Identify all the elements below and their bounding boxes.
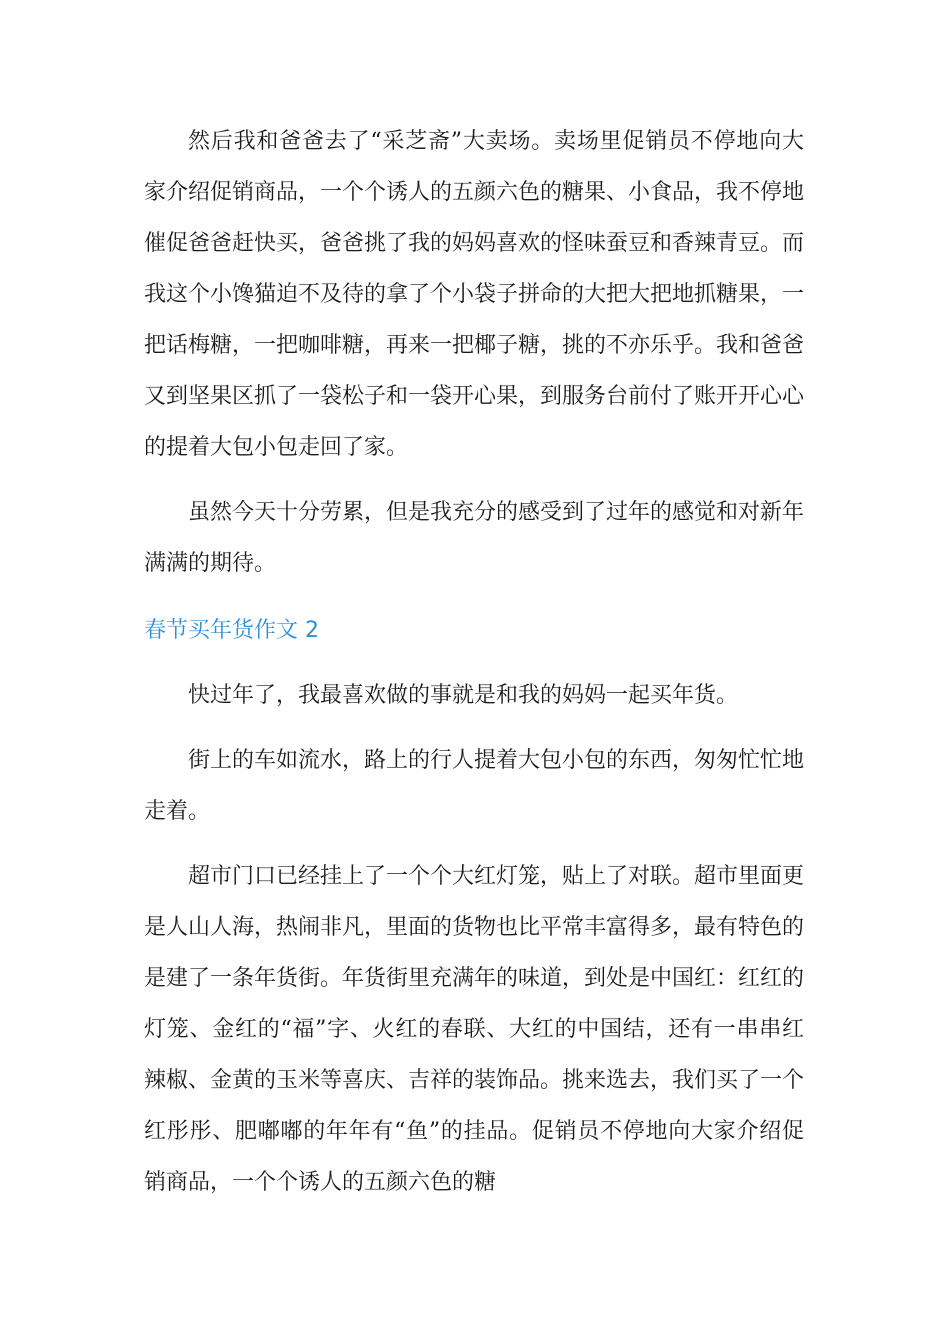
section-heading: 春节买年货作文 2: [144, 618, 319, 643]
paragraph-intro: 快过年了，我最喜欢做的事就是和我的妈妈一起买年货。: [188, 683, 739, 708]
paragraph-supermarket: 超市门口已经挂上了一个个大红灯笼，贴上了对联。超市里面更是人山人海，热闹非凡，里面的货物也比平常丰富得多，最有特色的是建了一条年货街。年货街里充满年的味道，到处是中国红：红红的灯笼、金红的“福”字、火红的春联、大红的中国结，还有一串串红辣椒、金黄的玉米等喜庆、吉祥的装饰品。挑来选去，我们买了一个红彤彤、肥嘟嘟的年年有“鱼”的挂品。促销员不停地向大家介绍促销商品，一个个诱人的五颜六色的糖: [144, 864, 805, 1195]
paragraph-street: 街上的车如流水，路上的行人提着大包小包的东西，匆匆忙忙地走着。: [144, 748, 805, 824]
paragraph-conclusion: 虽然今天十分劳累，但是我充分的感受到了过年的感觉和对新年满满的期待。: [144, 500, 805, 576]
paragraph-supermarket-visit: 然后我和爸爸去了“采芝斋”大卖场。卖场里促销员不停地向大家介绍促销商品，一个个诱人的五颜六色的糖果、小食品，我不停地催促爸爸赶快买，爸爸挑了我的妈妈喜欢的怪味蚕豆和香辣青豆。而我这个小馋猫迫不及待的拿了个小袋子拼命的大把大把地抓糖果，一把话梅糖，一把咖啡糖，再来一把椰子糖，挑的不亦乐乎。我和爸爸又到坚果区抓了一袋松子和一袋开心果，到服务台前付了账开开心心的提着大包小包走回了家。: [144, 129, 805, 460]
document-body: [144, 116, 804, 1208]
